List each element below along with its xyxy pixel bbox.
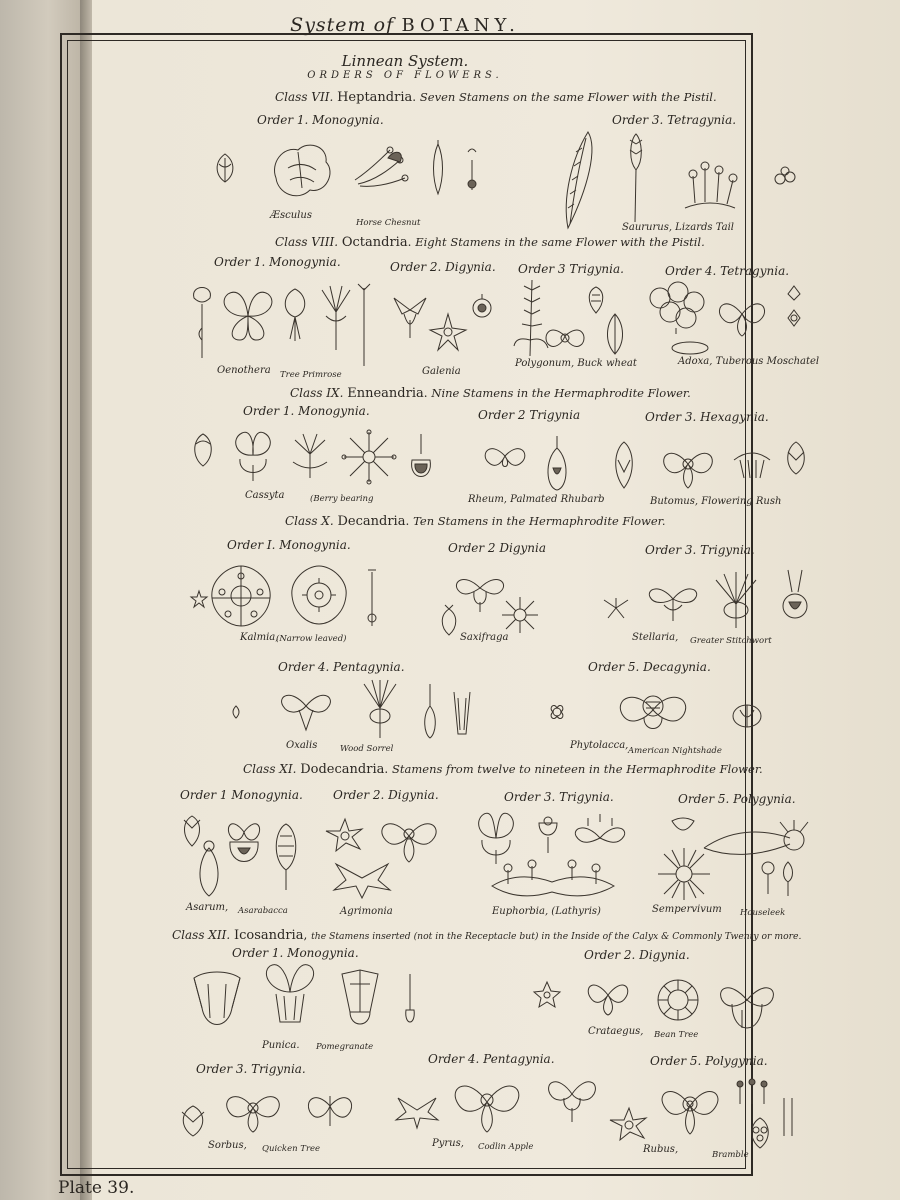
- order-label: Order 2 Digynia: [448, 541, 546, 555]
- caption-genus: Stellaria,: [632, 632, 679, 643]
- caption-genus: Kalmia,: [240, 632, 279, 643]
- galenia-fruit-illustration: [470, 292, 494, 322]
- plate-title: Linnean System.: [341, 52, 469, 70]
- asarum-root-illustration: [192, 840, 226, 900]
- caption-genus: Adoxa, Tuberous Moschatel: [678, 356, 820, 367]
- oxalis-pistil-illustration: [420, 680, 440, 742]
- rubus-star-illustration: [606, 1106, 652, 1144]
- caption-genus: Rheum, Palmated Rhubarb: [468, 494, 605, 505]
- caption-genus: Asarum,: [186, 902, 229, 913]
- rheum-seed-illustration: [540, 432, 575, 494]
- caption-genus: Saxifraga: [460, 632, 509, 643]
- class-description: Nine Stamens in the Hermaphrodite Flower.: [431, 386, 691, 400]
- order-label: Order 5. Decagynia.: [588, 660, 711, 674]
- class-description: Seven Stamens on the same Flower with the Pistil.: [419, 90, 717, 104]
- oenothera-flower-illustration: [218, 288, 278, 343]
- rubus-pistils-illustration: [778, 1094, 798, 1138]
- flower-calyx-illustration: [278, 285, 313, 343]
- kalmia-pistil-illustration: [362, 566, 382, 628]
- order-label: Order 1 Monogynia.: [180, 788, 303, 802]
- order-label: Order 3 Trigynia.: [518, 262, 624, 276]
- adoxa-flower-illustration: [712, 292, 772, 337]
- class-name: Heptandria: [337, 90, 413, 105]
- oxalis-flower-illustration: [275, 686, 337, 731]
- butomus-fruit-illustration: [782, 438, 810, 476]
- caption-common-name: Tree Primrose: [280, 370, 342, 380]
- pyrus-open-flower-illustration: [540, 1068, 605, 1123]
- pyrus-calyx-illustration: [392, 1090, 442, 1130]
- adoxa-cluster-illustration: [640, 280, 710, 335]
- stamen-illustration: [462, 146, 482, 192]
- order-label: Order 2 Trigynia: [478, 408, 581, 422]
- caption-common-name: Codlin Apple: [478, 1142, 534, 1152]
- euphorbia-bracts-illustration: [488, 856, 618, 904]
- caption-genus: Punica.: [262, 1040, 300, 1051]
- long-pistil-illustration: [354, 278, 374, 368]
- order-label: Order 3. Trigynia.: [645, 543, 755, 557]
- caption-genus: Oenothera: [217, 365, 271, 376]
- caption-common-name: Bramble: [712, 1150, 749, 1160]
- stellaria-capsule-illustration: [780, 566, 810, 624]
- plate-number: Plate 39.: [58, 1178, 135, 1198]
- caption-common-name: Houseleek: [740, 908, 786, 918]
- caption-common-name: Horse Chesnut: [356, 218, 421, 228]
- order-label: Order 3. Hexagynia.: [645, 410, 769, 424]
- order-label: Order 1. Monogynia.: [232, 946, 359, 960]
- caption-genus: Galenia: [422, 366, 461, 377]
- order-label: Order 5. Polygynia.: [678, 792, 796, 806]
- oxalis-stamens-illustration: [358, 678, 403, 740]
- class-label: Class VII.: [275, 90, 334, 104]
- small-seed-illustration: [772, 165, 802, 190]
- caption-genus: Oxalis: [286, 740, 318, 751]
- class-label: Class VIII.: [275, 235, 339, 249]
- punica-open-flower-illustration: [258, 962, 323, 1034]
- class-description: Ten Stamens in the Hermaphrodite Flower.: [413, 514, 666, 528]
- caption-genus: Agrimonia: [340, 906, 393, 917]
- punica-calyx-illustration: [338, 968, 383, 1033]
- class-label: Class IX.: [290, 386, 344, 400]
- class-label: Class X.: [285, 514, 334, 528]
- running-title-script: System of: [290, 14, 395, 36]
- rheum-flower-illustration: [478, 438, 533, 476]
- class-line-octandria: Class VIII. Octandria. Eight Stamens in the same Flower with the Pistil.: [275, 235, 705, 250]
- aesculus-flower-illustration: [268, 138, 338, 206]
- phytolacca-berry-illustration: [730, 700, 764, 730]
- cassyta-flower-illustration: [228, 425, 278, 485]
- phytolacca-small-flower-illustration: [546, 702, 568, 722]
- phytolacca-flower-illustration: [608, 684, 698, 736]
- polygonum-bud-illustration: [585, 285, 607, 315]
- class-line-icosandria: Class XII. Icosandria, the Stamens inserted (not in the Receptacle but) in the Inside of the Calyx & Commonly Twenty or more.: [172, 928, 802, 943]
- order-label: Order 5. Polygynia.: [650, 1054, 768, 1068]
- adoxa-tuber-illustration: [670, 340, 710, 356]
- class-name: Decandria: [337, 514, 406, 529]
- sorbus-flower-illustration: [220, 1086, 286, 1134]
- kalmia-flower-illustration: [206, 562, 276, 630]
- cassyta-stamens-illustration: [285, 430, 335, 480]
- pistil-illustration: [428, 140, 448, 198]
- plate-subtitle: ORDERS OF FLOWERS.: [307, 70, 503, 81]
- galenia-flower-illustration: [390, 290, 430, 340]
- caption-genus: Saururus, Lizards Tail: [622, 222, 734, 233]
- caption-common-name: Quicken Tree: [262, 1144, 321, 1154]
- rubus-fruit-illustration: [745, 1114, 775, 1150]
- order-label: Order 1. Monogynia.: [243, 404, 370, 418]
- saxifraga-bud-illustration: [436, 605, 462, 637]
- caption-genus: Sempervivum: [652, 904, 722, 915]
- caption-genus: Crataegus,: [588, 1026, 644, 1037]
- punica-flower-illustration: [188, 968, 246, 1040]
- rubus-flower-illustration: [652, 1078, 728, 1136]
- saururus-stem-illustration: [620, 130, 650, 225]
- caption-common-name: Asarabacca: [238, 906, 288, 916]
- caption-genus: Sorbus,: [208, 1140, 247, 1151]
- caption-common-name: American Nightshade: [628, 746, 722, 756]
- saxifraga-star-illustration: [498, 595, 542, 635]
- class-line-dodecandria: Class XI. Dodecandria. Stamens from twelve to nineteen in the Hermaphrodite Flower.: [243, 762, 763, 777]
- class-line-decandria: Class X. Decandria. Ten Stamens in the Hermaphrodite Flower.: [285, 514, 666, 529]
- caption-common-name: (Narrow leaved): [276, 634, 347, 644]
- saururus-spike-illustration: [558, 128, 603, 233]
- crataegus-stamens-disc-illustration: [652, 975, 704, 1025]
- caption-common-name: Greater Stitchwort: [690, 636, 772, 646]
- caption-genus: Rubus,: [643, 1144, 679, 1155]
- sorbus-calyx-illustration: [300, 1086, 360, 1134]
- class-name: Icosandria: [233, 928, 304, 943]
- order-label: Order 2. Digynia.: [390, 260, 496, 274]
- cassyta-radial-stamens-illustration: [340, 428, 398, 486]
- caption-common-name: (Berry bearing: [310, 494, 374, 504]
- cassyta-bud-illustration: [190, 430, 216, 468]
- butomus-bud-illustration: [610, 440, 638, 490]
- order-label: Order 3. Trigynia.: [196, 1062, 306, 1076]
- class-name: Dodecandria: [300, 762, 385, 777]
- class-description: Eight Stamens in the same Flower with the Pistil.: [415, 235, 705, 249]
- crataegus-flower-illustration: [582, 975, 634, 1017]
- punica-pistil-illustration: [400, 970, 420, 1032]
- order-label: Order 2. Digynia.: [584, 948, 690, 962]
- caption-genus: Polygonum, Buck wheat: [515, 358, 637, 369]
- order-label: Order 1. Monogynia.: [257, 113, 384, 127]
- class-line-enneandria: Class IX. Enneandria. Nine Stamens in the Hermaphrodite Flower.: [290, 386, 691, 401]
- adoxa-small-flowers-illustration: [780, 282, 808, 332]
- asarum-flower-illustration: [222, 812, 266, 874]
- tetragynia-flower-illustration: [675, 158, 745, 213]
- caption-genus: Pyrus,: [432, 1138, 464, 1149]
- caption-common-name: Wood Sorrel: [340, 744, 394, 754]
- order-label: Order 2. Digynia.: [333, 788, 439, 802]
- kalmia-corolla-illustration: [286, 562, 352, 628]
- cassyta-berry-illustration: [404, 430, 439, 490]
- order-label: Order 1. Monogynia.: [214, 255, 341, 269]
- order-label: Order 4. Pentagynia.: [428, 1052, 555, 1066]
- order-label: Order 4. Tetragynia.: [665, 264, 790, 278]
- class-description: the Stamens inserted (not in the Receptacle but) in the Inside of the Calyx & Commonly Twenty or more.: [311, 931, 802, 942]
- caption-genus: Phytolacca,: [570, 740, 629, 751]
- crataegus-fruit-illustration: [712, 970, 782, 1042]
- euphorbia-cup-illustration: [535, 815, 561, 855]
- caption-genus: Euphorbia, (Lathyris): [492, 906, 601, 917]
- agrimonia-sepals-illustration: [332, 858, 392, 900]
- class-name: Octandria: [341, 235, 408, 250]
- oxalis-small-flower-illustration: [228, 704, 244, 720]
- flower-bud-illustration: [210, 150, 240, 185]
- order-label: Order 4. Pentagynia.: [278, 660, 405, 674]
- class-label: Class XII.: [172, 928, 231, 942]
- oxalis-capsule-illustration: [450, 688, 474, 738]
- agrimonia-star-illustration: [322, 815, 368, 855]
- caption-common-name: Bean Tree: [654, 1030, 699, 1040]
- caption-genus: Æsculus: [270, 210, 312, 221]
- caption-genus: Cassyta: [245, 490, 285, 501]
- euphorbia-umbel-illustration: [568, 812, 633, 862]
- sempervivum-star-flower-illustration: [654, 846, 714, 902]
- oenothera-stalk-illustration: [190, 278, 215, 360]
- order-label: Order 3. Trigynia.: [504, 790, 614, 804]
- stellaria-flower-illustration: [642, 575, 704, 623]
- order-label: Order I. Monogynia.: [227, 538, 351, 552]
- sempervivum-pistils-illustration: [758, 856, 800, 898]
- agrimonia-flower-illustration: [372, 810, 447, 865]
- order-label: Order 3. Tetragynia.: [612, 113, 737, 127]
- rubus-stamens-illustration: [734, 1078, 770, 1106]
- flower-stamens-illustration: [316, 282, 356, 352]
- aesculus-stamens-illustration: [350, 140, 410, 190]
- stellaria-stamens-illustration: [708, 570, 764, 630]
- running-title-caps: BOTANY.: [401, 15, 520, 36]
- stellaria-small-flower-illustration: [600, 596, 632, 620]
- caption-common-name: Pomegranate: [316, 1042, 374, 1052]
- asarum-stamens-illustration: [266, 820, 306, 892]
- polygonum-flower-illustration: [540, 318, 590, 353]
- butomus-flower-illustration: [656, 440, 721, 490]
- sempervivum-bud-illustration: [668, 815, 698, 837]
- plate-heading: [90, 52, 720, 81]
- class-name: Enneandria: [347, 386, 424, 401]
- caption-genus: Butomus, Flowering Rush: [650, 496, 782, 507]
- class-line-heptandria: Class VII. Heptandria. Seven Stamens on the same Flower with the Pistil.: [275, 90, 717, 105]
- pyrus-flower-illustration: [445, 1072, 530, 1134]
- polygonum-seed-illustration: [602, 312, 628, 357]
- class-description: Stamens from twelve to nineteen in the Hermaphrodite Flower.: [392, 762, 763, 776]
- sorbus-bud-illustration: [176, 1102, 210, 1138]
- crataegus-small-flower-illustration: [532, 980, 562, 1010]
- galenia-star-flower-illustration: [428, 312, 468, 352]
- butomus-pistils-illustration: [730, 442, 774, 482]
- class-label: Class XI.: [243, 762, 297, 776]
